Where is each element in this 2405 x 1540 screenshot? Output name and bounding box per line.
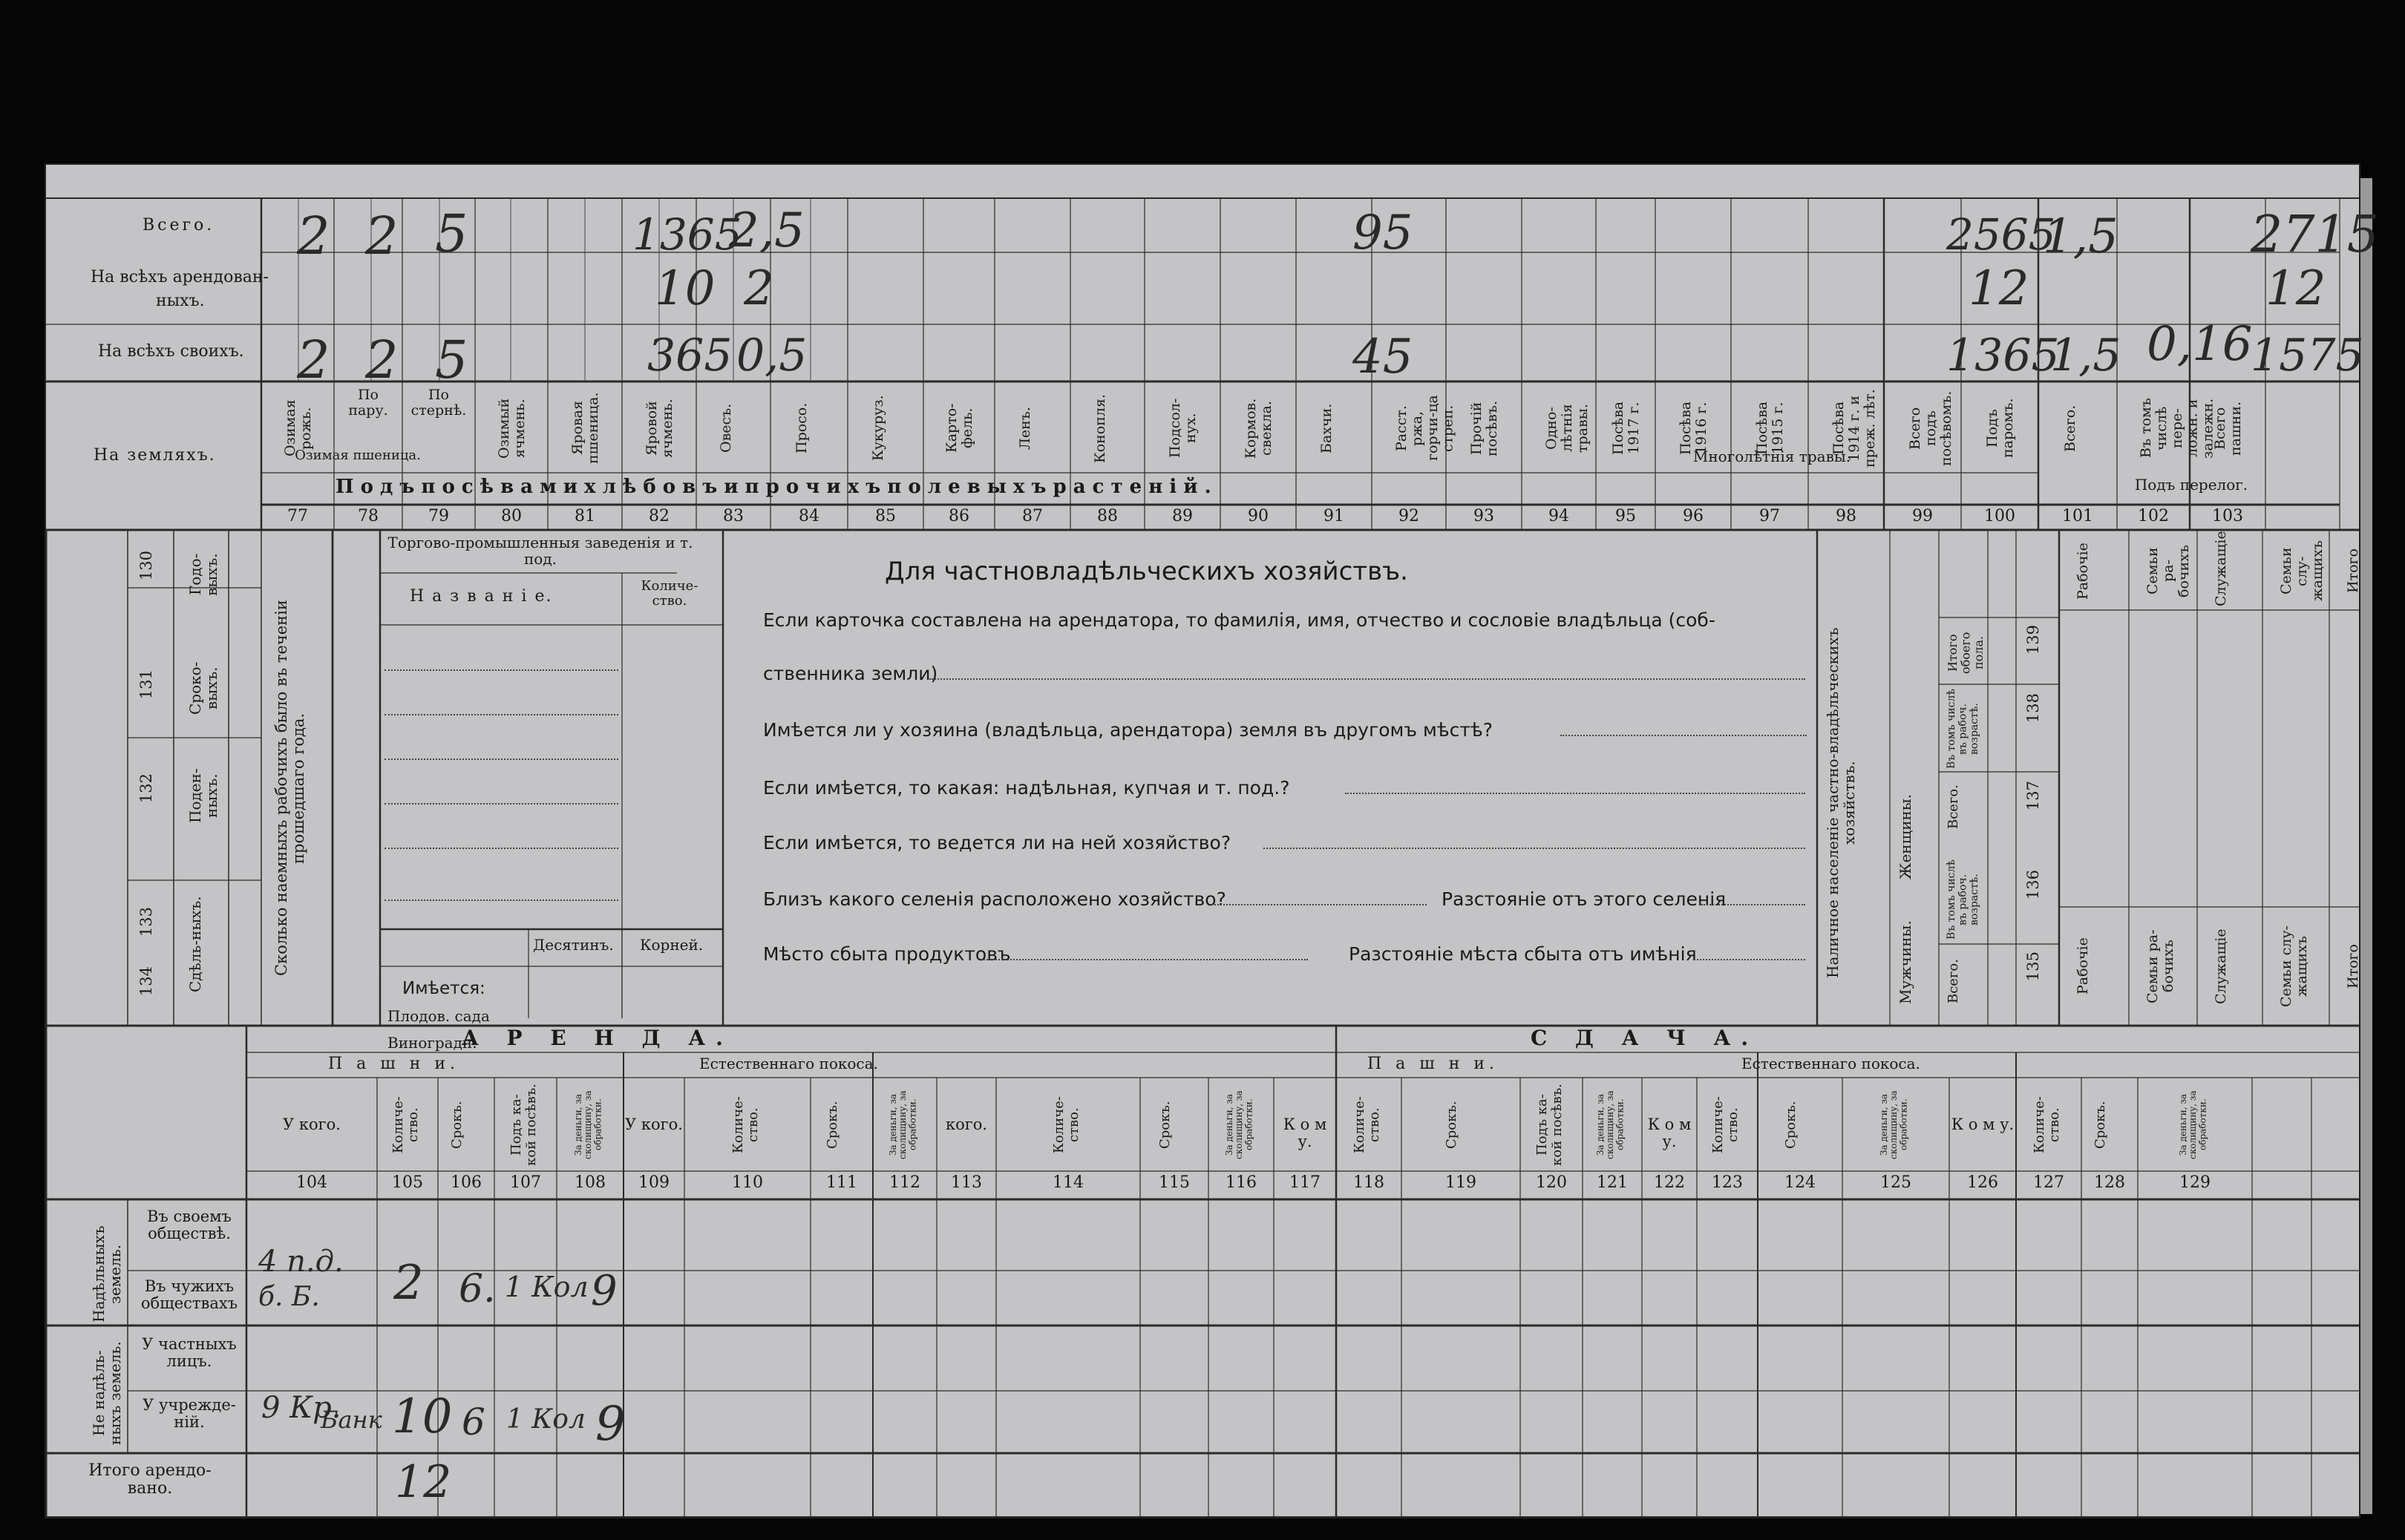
staff-column-header: Семьи слу-жащихъ bbox=[2278, 925, 2310, 1007]
column-number: 119 bbox=[1445, 1173, 1476, 1192]
column-number: 101 bbox=[2062, 507, 2093, 525]
column-header: Срокъ. bbox=[449, 1101, 465, 1149]
column-header: Срокъ. bbox=[1783, 1101, 1799, 1149]
section-banner: П о д ъ п о с ѣ в а м и х л ѣ б о в ъ и п р о ч и х ъ п о л е в ы х ъ р а с т е н i й . bbox=[336, 476, 1211, 498]
group-header: Озимая пшеница. bbox=[295, 448, 421, 463]
column-number: 131 bbox=[137, 669, 155, 700]
column-number: 77 bbox=[287, 507, 308, 525]
column-header: Посѣва 1916 г. bbox=[1678, 401, 1709, 456]
column-header: Количе-ство. bbox=[730, 1096, 761, 1153]
column-number: 106 bbox=[451, 1173, 482, 1192]
column-header: Кормов. свекла. bbox=[1243, 398, 1275, 459]
total-both-sexes: Итого обоего пола. bbox=[1946, 632, 1986, 674]
column-number: 93 bbox=[1473, 507, 1494, 525]
vineyard-label: Виноградн. bbox=[387, 1034, 477, 1052]
hw-term: 6. bbox=[459, 1267, 496, 1311]
column-number: 83 bbox=[723, 507, 744, 525]
working-age-women: Въ томъ числѣ въ рабоч. возрастѣ. bbox=[1946, 689, 1980, 769]
hw-payment: 9 bbox=[591, 1267, 618, 1315]
hw-total-ozim-rozh: 2 bbox=[297, 206, 330, 266]
staff-column-header: Служащiе bbox=[2213, 531, 2229, 606]
row-private-persons: У частныхъ лицъ. bbox=[142, 1335, 237, 1371]
column-number: 92 bbox=[1398, 507, 1419, 525]
column-number: 130 bbox=[137, 551, 155, 581]
column-number: 105 bbox=[392, 1173, 423, 1192]
hw-own-pashni: 1575 bbox=[2251, 330, 2364, 381]
hw-crop: 1 Кол bbox=[506, 1404, 586, 1435]
hw-rented-posev: 12 bbox=[1969, 261, 2029, 316]
column-number: 136 bbox=[2024, 870, 2042, 900]
hw-from-whom: б. Б. bbox=[258, 1282, 320, 1312]
desyatin-header: Десятинъ. bbox=[533, 936, 614, 954]
question-market: Мѣсто сбыта продуктовъ bbox=[763, 943, 1011, 965]
column-number: 84 bbox=[799, 507, 819, 525]
hw-from-whom: 9 Кр. bbox=[261, 1391, 341, 1425]
staff-column-header: Семьи ра-бочихъ bbox=[2144, 929, 2176, 1003]
column-number: 87 bbox=[1022, 507, 1043, 525]
hw-total-posev: 2565 bbox=[1946, 209, 2056, 260]
row-other-societies: Въ чужихъ обществахъ bbox=[140, 1277, 238, 1313]
column-number: 134 bbox=[137, 966, 155, 997]
question-land-type: Если имѣется, то какая: надѣльная, купчая и т. под.? bbox=[763, 777, 1290, 799]
column-header: Подъ паромъ. bbox=[1984, 398, 2016, 459]
column-number: 91 bbox=[1323, 507, 1344, 525]
column-number: 100 bbox=[1984, 507, 2015, 525]
column-header: Срокъ. bbox=[825, 1101, 840, 1149]
column-number: 88 bbox=[1097, 507, 1118, 525]
row-label-own: На всѣхъ своихъ. bbox=[98, 342, 244, 361]
column-number: 138 bbox=[2024, 693, 2042, 724]
column-header: Всего подъ посѣвомъ. bbox=[1907, 390, 1954, 466]
hw-total-stern: 5 bbox=[435, 203, 468, 264]
column-number: 117 bbox=[1289, 1173, 1321, 1192]
hw-own-ozim: 2 bbox=[297, 330, 330, 390]
column-number: 104 bbox=[296, 1173, 327, 1192]
column-number: 139 bbox=[2024, 625, 2042, 655]
fill-in-line bbox=[385, 714, 618, 715]
women-total: Всего. bbox=[1946, 784, 1961, 829]
fill-in-line bbox=[981, 959, 1308, 960]
population-title: Наличное населенiе частно-владѣльческихъ хозяйствъ. bbox=[1824, 627, 1858, 979]
hw-payment: 9 bbox=[595, 1397, 626, 1452]
question-farming: Если имѣется, то ведется ли на ней хозяйство? bbox=[763, 832, 1231, 853]
group-header: Многолѣтнiя травы. bbox=[1692, 448, 1851, 465]
hired-workers-title: Сколько наемныхъ рабочихъ было въ теченiи прошедшаго года. bbox=[272, 600, 308, 977]
pokos-header: Естественнаго покоса. bbox=[699, 1055, 878, 1072]
hw-own-posev: 1365 bbox=[1946, 330, 2060, 381]
column-number: 124 bbox=[1784, 1173, 1816, 1192]
pashni-header: П а ш н и. bbox=[1367, 1055, 1499, 1073]
column-header: Количе-ство. bbox=[390, 1096, 421, 1153]
column-number: 120 bbox=[1536, 1173, 1567, 1192]
column-header: Количе-ство. bbox=[1051, 1096, 1082, 1153]
sdacha-header: С Д А Ч А. bbox=[1531, 1026, 1759, 1050]
hw-rented-yachmen: 10 bbox=[655, 261, 716, 316]
staff-column-header: Служащiе bbox=[2213, 928, 2229, 1004]
fill-in-line bbox=[1345, 793, 1805, 794]
hw-total-oves: 2,5 bbox=[729, 203, 805, 258]
hw-quantity: 10 bbox=[392, 1389, 453, 1444]
column-header: За деньги, за сколищину, за обработки. bbox=[2178, 1090, 2208, 1159]
column-header: За деньги, за сколищину, за обработки. bbox=[1224, 1090, 1254, 1159]
census-card bbox=[46, 165, 2380, 1517]
question-distance: Разстоянiе отъ этого селенiя bbox=[1442, 888, 1727, 910]
column-header: Одно-лѣтнiя травы. bbox=[1543, 404, 1591, 453]
column-header: Посѣва 1914 г. и преж. лѣт. bbox=[1830, 389, 1878, 468]
fill-in-line bbox=[1694, 959, 1805, 960]
column-number: 122 bbox=[1654, 1173, 1685, 1192]
column-header: Конопля. bbox=[1092, 393, 1108, 463]
column-header: Кукуруз. bbox=[870, 395, 886, 462]
column-header: К о м у. bbox=[1283, 1115, 1327, 1151]
hw-rented-oves: 2 bbox=[744, 261, 774, 316]
hw-total-pashni: 2715 bbox=[2251, 206, 2380, 264]
staff-column-header: Семьи слу-жащихъ bbox=[2278, 540, 2326, 602]
row-label-total: Всего. bbox=[143, 216, 215, 235]
column-header: Озимый ячмень. bbox=[496, 398, 528, 459]
column-number: 109 bbox=[638, 1173, 670, 1192]
orchard-label: Плодов. сада bbox=[387, 1007, 490, 1025]
column-header: Всего. bbox=[2062, 404, 2078, 452]
column-header: Посѣва 1915 г. bbox=[1754, 401, 1786, 456]
column-header: Количе-ство. bbox=[2032, 1096, 2062, 1153]
fill-in-line bbox=[385, 900, 618, 901]
hw-quantity: 2 bbox=[393, 1256, 424, 1311]
row-total-rented: Итого арендо-вано. bbox=[88, 1461, 212, 1498]
has-label: Имѣется: bbox=[402, 979, 485, 998]
column-header: За деньги, за сколищину, за обработки. bbox=[1879, 1090, 1909, 1159]
column-number: 95 bbox=[1615, 507, 1636, 525]
non-nadel-lands-label: Не надѣль-ныхъ земель. bbox=[90, 1341, 124, 1445]
trade-name-header: Н а з в а н i е. bbox=[410, 587, 553, 606]
question-village: Близъ какого селенiя расположено хозяйство? bbox=[763, 888, 1226, 910]
column-header: Карто-фель. bbox=[943, 403, 975, 453]
kornei-header: Корней. bbox=[640, 936, 704, 954]
column-header: По стернѣ. bbox=[410, 387, 467, 419]
hw-crop: 1 Кол bbox=[505, 1271, 589, 1303]
column-number: 98 bbox=[1836, 507, 1856, 525]
staff-column-header: Итого bbox=[2345, 548, 2361, 594]
column-number: 80 bbox=[501, 507, 522, 525]
staff-column-header: Рабочiе bbox=[2075, 937, 2091, 995]
nadel-lands-label: Надѣльныхъ земель. bbox=[90, 1225, 124, 1323]
hw-own-bahchi: 45 bbox=[1352, 330, 1413, 384]
column-number: 115 bbox=[1159, 1173, 1190, 1192]
column-number: 102 bbox=[2138, 507, 2169, 525]
staff-column-header: Рабочiе bbox=[2075, 543, 2091, 600]
question-owner: ственника земли) bbox=[763, 663, 938, 684]
question-market-distance: Разстоянiе мѣста сбыта отъ имѣнiя bbox=[1349, 943, 1697, 965]
column-number: 94 bbox=[1548, 507, 1569, 525]
hw-own-par: 1,5 bbox=[2050, 330, 2121, 381]
trade-title: Торгово-промышленныя заведенiя и т. под. bbox=[387, 534, 693, 568]
column-header: Просо. bbox=[794, 402, 810, 454]
fill-in-line bbox=[1211, 904, 1427, 905]
fill-in-line bbox=[1701, 904, 1805, 905]
hw-own-yachmen: 365 bbox=[647, 330, 733, 381]
column-number: 132 bbox=[137, 773, 155, 804]
column-number: 110 bbox=[732, 1173, 763, 1192]
working-age-men: Въ томъ числѣ въ рабоч. возрастѣ. bbox=[1946, 859, 1980, 940]
column-number: 121 bbox=[1597, 1173, 1628, 1192]
hw-from-whom: 4 п.д. bbox=[258, 1245, 344, 1279]
column-number: 99 bbox=[1912, 507, 1933, 525]
hired-type-label: Годо-выхъ. bbox=[186, 553, 220, 596]
column-header: Бахчи. bbox=[1318, 403, 1335, 453]
column-number: 103 bbox=[2212, 507, 2243, 525]
column-header: Подсол-нух. bbox=[1167, 398, 1199, 459]
column-header: За деньги, за сколищину, за обработки. bbox=[888, 1090, 918, 1159]
hw-total-bahchi: 95 bbox=[1352, 206, 1413, 261]
hw-own-oves: 0,5 bbox=[736, 330, 808, 381]
hired-type-label: Сдѣль-ныхъ. bbox=[186, 896, 204, 992]
hired-type-label: Сроко-выхъ. bbox=[186, 661, 220, 715]
staff-column-header: Итого bbox=[2345, 944, 2361, 989]
arenda-header: А Р Е Н Д А. bbox=[462, 1026, 733, 1050]
column-header: Подъ ка-кой посѣвъ. bbox=[1534, 1084, 1565, 1166]
column-number: 86 bbox=[949, 507, 969, 525]
men-label: Мужчины. bbox=[1897, 920, 1914, 1005]
column-number: 137 bbox=[2024, 781, 2042, 811]
column-number: 123 bbox=[1712, 1173, 1743, 1192]
column-number: 108 bbox=[575, 1173, 606, 1192]
hw-own-stern: 5 bbox=[435, 330, 468, 390]
column-header: К о м у. bbox=[1951, 1115, 2015, 1133]
fill-in-line bbox=[385, 803, 618, 805]
column-header: Овесъ. bbox=[718, 403, 734, 453]
column-number: 112 bbox=[889, 1173, 920, 1192]
hw-own-perelog: 0,16 bbox=[2147, 317, 2253, 372]
column-number: 114 bbox=[1053, 1173, 1084, 1192]
row-own-society: Въ своемъ обществѣ. bbox=[147, 1208, 232, 1243]
hw-total-yarovoy-yachmen: 1365 bbox=[632, 209, 742, 260]
column-header: Озимая рожь. bbox=[282, 399, 314, 457]
hired-type-label: Поден-ныхъ. bbox=[186, 768, 220, 823]
column-header: Въ томъ числѣ пере-ложн. и залежн. bbox=[2138, 398, 2216, 459]
women-label: Женщины. bbox=[1897, 793, 1914, 879]
column-header: Срокъ. bbox=[2092, 1101, 2108, 1149]
column-number: 128 bbox=[2094, 1173, 2125, 1192]
column-header: Посѣва 1917 г. bbox=[1610, 401, 1642, 456]
column-number: 111 bbox=[826, 1173, 857, 1192]
column-header: Срокъ. bbox=[1157, 1101, 1173, 1149]
private-farm-title: Для частновладѣльческихъ хозяйствъ. bbox=[885, 557, 1408, 586]
column-number: 82 bbox=[649, 507, 670, 525]
pashni-header: П а ш н и. bbox=[328, 1055, 460, 1073]
hw-rented-pashni: 12 bbox=[2265, 261, 2326, 316]
column-number: 125 bbox=[1880, 1173, 1911, 1192]
column-header: У кого. bbox=[283, 1115, 341, 1133]
column-header: За деньги, за сколищину, за обработки. bbox=[1595, 1090, 1626, 1159]
trade-qty-header: Количе-ство. bbox=[641, 578, 698, 609]
column-number: 96 bbox=[1683, 507, 1704, 525]
question-owner: Если карточка составлена на арендатора, то фамилiя, имя, отчество и сословiе владѣльца (соб- bbox=[763, 609, 1715, 631]
column-number: 135 bbox=[2024, 951, 2042, 982]
group-header: Подъ перелог. bbox=[2134, 476, 2248, 494]
column-number: 79 bbox=[428, 507, 449, 525]
column-number: 107 bbox=[510, 1173, 541, 1192]
pokos-header: Естественнаго покоса. bbox=[1741, 1055, 1920, 1072]
hw-term: 6 bbox=[462, 1400, 485, 1444]
column-header: За деньги, за сколищину, за обработки. bbox=[573, 1090, 603, 1159]
column-header: Яровой ячмень. bbox=[644, 399, 675, 458]
column-header: Всего пашни. bbox=[2212, 401, 2244, 456]
column-header: Подъ ка-кой посѣвъ. bbox=[508, 1084, 539, 1166]
column-number: 89 bbox=[1172, 507, 1193, 525]
men-total: Всего. bbox=[1946, 959, 1961, 1003]
row-label-rented: На всѣхъ арендован- bbox=[91, 268, 269, 286]
column-number: 78 bbox=[358, 507, 379, 525]
column-number: 113 bbox=[951, 1173, 982, 1192]
column-header: У кого. bbox=[625, 1115, 683, 1133]
column-number: 127 bbox=[2033, 1173, 2064, 1192]
column-number: 129 bbox=[2179, 1173, 2211, 1192]
fill-in-line bbox=[385, 758, 618, 760]
column-header: Срокъ. bbox=[1444, 1101, 1459, 1149]
column-header: Ленъ. bbox=[1017, 407, 1033, 450]
column-number: 85 bbox=[875, 507, 896, 525]
column-number: 126 bbox=[1967, 1173, 1998, 1192]
hw-total-par: 1,5 bbox=[2043, 209, 2118, 264]
row-label-rented: ныхъ. bbox=[156, 292, 205, 310]
column-header: Яровая пшеница. bbox=[569, 392, 601, 465]
fill-in-line bbox=[929, 678, 1805, 680]
column-number: 133 bbox=[137, 907, 155, 937]
row-institutions: У учрежде-нiй. bbox=[143, 1396, 236, 1432]
hw-total-rented: 12 bbox=[395, 1456, 452, 1508]
column-header: Расст. ржа, горчи-ца стреп. bbox=[1393, 395, 1456, 462]
column-header: По пару. bbox=[348, 387, 388, 419]
column-header: кого. bbox=[945, 1115, 988, 1133]
fill-in-line bbox=[1263, 848, 1805, 849]
column-number: 97 bbox=[1759, 507, 1780, 525]
hw-from-whom: Банк bbox=[321, 1406, 382, 1434]
column-header: Количе-ство. bbox=[1352, 1096, 1382, 1153]
column-header: Количе-ство. bbox=[1710, 1096, 1741, 1153]
column-header: Прочiй посѣвъ. bbox=[1468, 400, 1500, 456]
column-header: К о м у. bbox=[1647, 1115, 1692, 1151]
question-other-land: Имѣется ли у хозяина (владѣльца, арендатора) земля въ другомъ мѣстѣ? bbox=[763, 719, 1493, 741]
hw-own-par: 2 bbox=[365, 330, 399, 390]
column-number: 116 bbox=[1226, 1173, 1257, 1192]
column-number: 90 bbox=[1248, 507, 1269, 525]
column-number: 81 bbox=[575, 507, 595, 525]
staff-column-header: Семьи ра-бочихъ bbox=[2144, 545, 2192, 597]
fill-in-line bbox=[385, 669, 618, 671]
column-number: 118 bbox=[1353, 1173, 1384, 1192]
fill-in-line bbox=[385, 848, 618, 849]
hw-total-par: 2 bbox=[365, 206, 399, 266]
fill-in-line bbox=[1560, 735, 1807, 736]
row-label-on-lands: На земляхъ. bbox=[94, 446, 216, 465]
